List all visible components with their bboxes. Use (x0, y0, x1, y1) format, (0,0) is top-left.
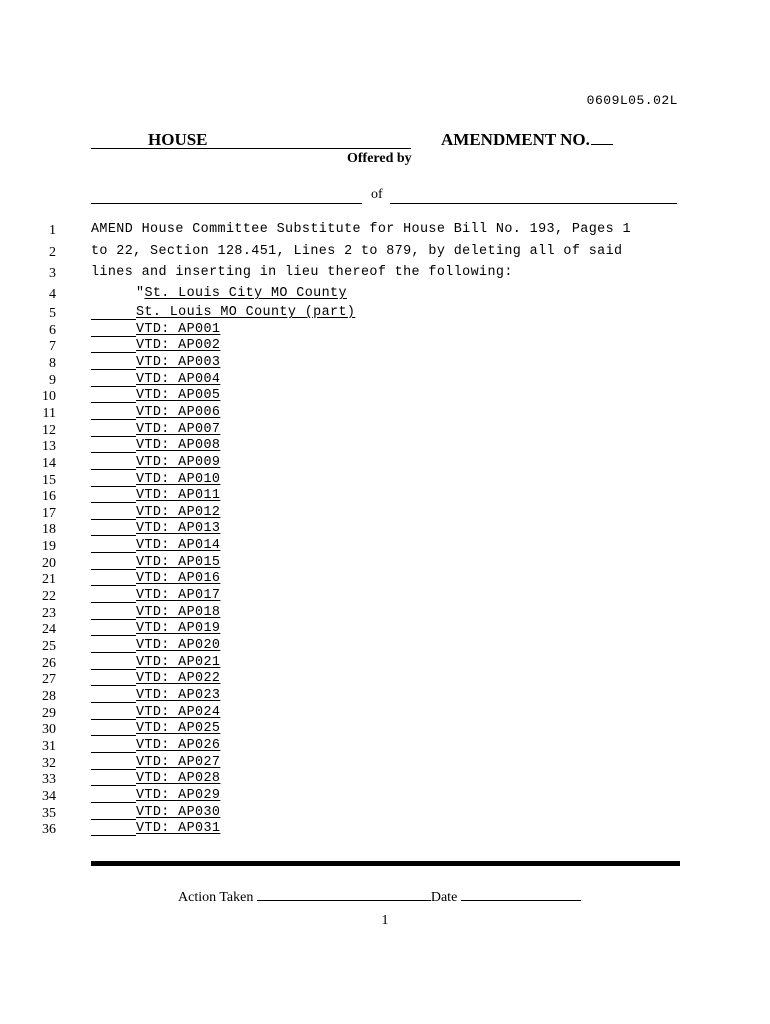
line-number: 32 (42, 755, 56, 771)
line-number: 27 (42, 672, 56, 688)
indent-underline (91, 621, 136, 636)
line-number: 30 (42, 722, 56, 738)
sponsor-district-blank (390, 189, 677, 204)
offered-by-label: Offered by (347, 151, 412, 166)
vtd-entry: VTD: AP024 (136, 704, 221, 720)
vtd-entry: VTD: AP014 (136, 538, 221, 554)
vtd-entry: VTD: AP027 (136, 754, 221, 770)
amendment-number-label (441, 130, 613, 150)
of-label: of (371, 187, 383, 202)
indent-underline (91, 655, 136, 670)
vtd-entry: VTD: AP028 (136, 771, 221, 787)
line-number: 35 (42, 805, 56, 821)
date-blank (461, 886, 581, 901)
indent-underline (91, 338, 136, 353)
indent-underline (91, 705, 136, 720)
document-code: 0609L05.02L (586, 93, 678, 108)
indent-underline (91, 688, 136, 703)
indent-underline (91, 488, 136, 503)
sponsor-line (91, 186, 680, 206)
page-number: 1 (381, 913, 389, 928)
vtd-entry: VTD: AP018 (136, 604, 221, 620)
indent-underline (91, 388, 136, 403)
line-number: 36 (42, 822, 56, 838)
vtd-entry: VTD: AP006 (136, 404, 221, 420)
line-number: 23 (42, 605, 56, 621)
amendment-header (91, 130, 680, 152)
line-number: 19 (42, 539, 56, 555)
line-number: 4 (49, 287, 56, 302)
chamber-underline (91, 130, 411, 149)
line-number: 28 (42, 688, 56, 704)
indent-underline (91, 455, 136, 470)
vtd-entry: VTD: AP016 (136, 571, 221, 587)
vtd-entry: VTD: AP022 (136, 671, 221, 687)
line-number: 9 (49, 372, 56, 388)
line-number: 26 (42, 655, 56, 671)
vtd-entry: VTD: AP008 (136, 438, 221, 454)
indent-underline (91, 521, 136, 536)
line-number: 29 (42, 705, 56, 721)
line-number: 1 (49, 223, 56, 238)
vtd-entry: VTD: AP015 (136, 554, 221, 570)
indent-underline (91, 372, 136, 387)
line-number: 22 (42, 589, 56, 605)
line-number: 34 (42, 788, 56, 804)
amendment-number-blank (591, 130, 613, 145)
action-taken-label: Action Taken (178, 890, 254, 905)
vtd-entry: VTD: AP026 (136, 737, 221, 753)
indent-underline (91, 671, 136, 686)
line-number: 15 (42, 472, 56, 488)
indent-underline (91, 821, 136, 836)
indent-underline (91, 755, 136, 770)
indent-underline (91, 738, 136, 753)
indent-underline (91, 422, 136, 437)
indent-underline (91, 788, 136, 803)
line-number: 6 (49, 322, 56, 338)
line-number: 17 (42, 505, 56, 521)
vtd-entry: VTD: AP013 (136, 521, 221, 537)
indent-underline (91, 771, 136, 786)
indent-underline (91, 322, 136, 337)
line-number: 14 (42, 455, 56, 471)
date-label: Date (430, 890, 458, 905)
vtd-entry: VTD: AP007 (136, 421, 221, 437)
indent-underline (91, 538, 136, 553)
line-number: 24 (42, 622, 56, 638)
vtd-entry: VTD: AP004 (136, 371, 221, 387)
line-number: 7 (49, 339, 56, 355)
sponsor-name-blank (91, 189, 362, 204)
line-number: 12 (42, 422, 56, 438)
line-number: 31 (42, 738, 56, 754)
vtd-entry: VTD: AP001 (136, 321, 221, 337)
section-divider (91, 861, 680, 866)
county-part-text: St. Louis MO County (part) (136, 305, 356, 320)
line-number: 5 (49, 306, 56, 321)
body-text-line: AMEND House Committee Substitute for House Bill No. 193, Pages 1 (91, 222, 631, 237)
vtd-entry: VTD: AP020 (136, 638, 221, 653)
line-number: 3 (49, 266, 56, 281)
indent-underline (91, 305, 136, 320)
vtd-entry: VTD: AP003 (136, 354, 221, 370)
indent-underline (91, 438, 136, 453)
vtd-entry: VTD: AP019 (136, 621, 221, 637)
indent-underline (91, 505, 136, 520)
line-number: 2 (49, 245, 56, 260)
line-number: 25 (42, 639, 56, 654)
indent-underline (91, 555, 136, 570)
opening-quote: " (136, 286, 145, 301)
line-number: 10 (42, 389, 56, 405)
indent-underline (91, 405, 136, 420)
indent-underline (91, 355, 136, 370)
amendment-label-text: AMENDMENT NO. (441, 130, 590, 149)
indent-underline (91, 588, 136, 603)
vtd-entry: VTD: AP017 (136, 588, 221, 604)
indent-underline (91, 605, 136, 620)
line-number: 18 (42, 522, 56, 538)
vtd-entry: VTD: AP029 (136, 787, 221, 803)
vtd-entry: VTD: AP010 (136, 471, 221, 487)
inserted-text: St. Louis City MO County (144, 286, 347, 301)
vtd-entry: VTD: AP023 (136, 687, 221, 703)
vtd-entry: VTD: AP031 (136, 821, 221, 837)
line-number: 13 (42, 439, 56, 455)
vtd-entry: VTD: AP009 (136, 454, 221, 470)
line-number: 21 (42, 572, 56, 588)
body-text-line: to 22, Section 128.451, Lines 2 to 879, by deleting all of said (91, 244, 623, 259)
indent-underline (91, 571, 136, 586)
action-taken-blank (257, 886, 431, 901)
vtd-entry: VTD: AP002 (136, 338, 221, 354)
body-text-line: lines and inserting in lieu thereof the following: (91, 265, 513, 280)
inserted-heading-line (136, 286, 347, 301)
line-number: 8 (49, 355, 56, 371)
indent-underline (91, 638, 136, 653)
vtd-entry: VTD: AP025 (136, 721, 221, 737)
indent-underline (91, 805, 136, 820)
vtd-entry: VTD: AP021 (136, 654, 221, 670)
action-footer (178, 886, 581, 906)
line-number: 33 (42, 772, 56, 788)
line-number: 20 (42, 555, 56, 571)
line-number: 16 (42, 489, 56, 505)
vtd-entry: VTD: AP012 (136, 504, 221, 520)
indent-underline (91, 472, 136, 487)
line-number: 11 (42, 405, 56, 421)
vtd-entry: VTD: AP030 (136, 804, 221, 820)
indent-underline (91, 721, 136, 736)
chamber-label: HOUSE (148, 130, 208, 149)
vtd-entry: VTD: AP005 (136, 388, 221, 404)
vtd-entry: VTD: AP011 (136, 488, 221, 504)
